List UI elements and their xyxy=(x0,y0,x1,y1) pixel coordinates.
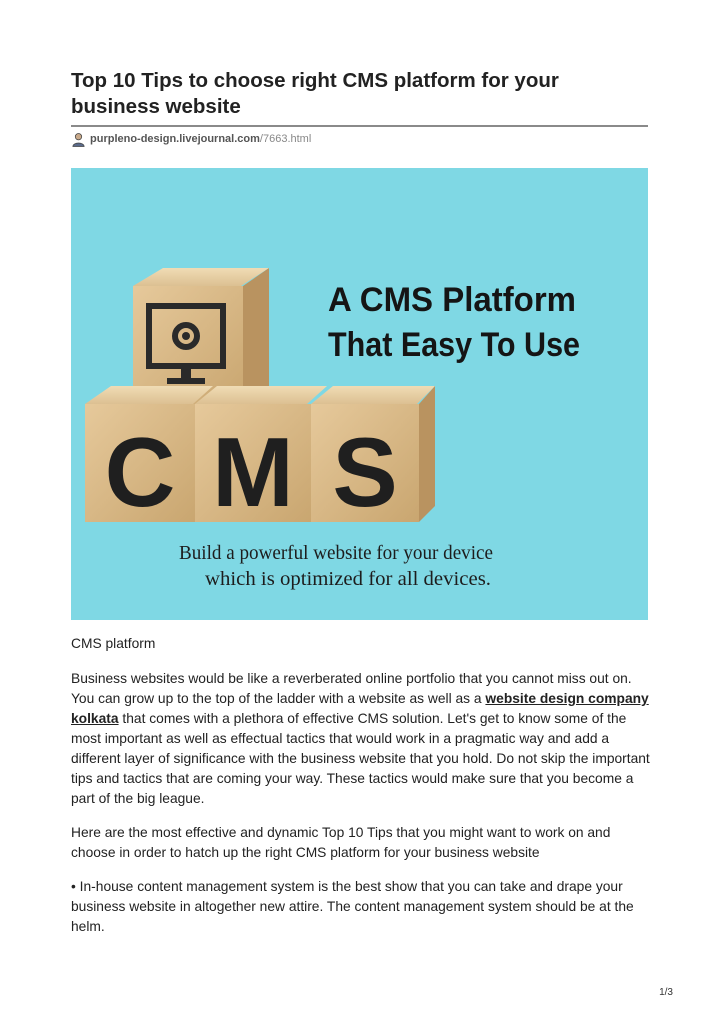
body-paragraph: • In-house content management system is the best show that you can take and drape your business website in altogether new attire. The content management system should be at the helm. xyxy=(71,879,634,934)
hero-headline: A CMS Platform xyxy=(328,281,576,319)
source-path[interactable]: /7663.html xyxy=(259,133,312,145)
page-title: Top 10 Tips to choose right CMS platform for your business website xyxy=(71,69,559,118)
monitor-cube xyxy=(133,268,269,404)
user-avatar-icon xyxy=(71,132,86,147)
website-design-link[interactable]: website design company kolkata xyxy=(71,691,649,726)
image-caption: CMS platform xyxy=(71,636,156,651)
title-divider xyxy=(71,125,648,127)
page-indicator: 1/3 xyxy=(659,987,673,998)
hero-tagline: which is optimized for all devices. xyxy=(205,568,491,590)
hero-headline: That Easy To Use xyxy=(328,326,580,364)
hero-tagline: Build a powerful website for your device xyxy=(179,542,494,564)
hero-image xyxy=(71,168,648,620)
source-domain[interactable]: purpleno-design.livejournal.com xyxy=(90,133,260,145)
block-letter: C xyxy=(104,417,176,527)
hero-illustration xyxy=(71,168,648,620)
block-letter: M xyxy=(212,417,294,527)
block-letter: S xyxy=(332,417,398,527)
paragraph-text: that comes with a plethora of effective CMS solution. Let's get to know some of the most important as well as effectual tactics that would work in a pragmatic way and add a different layer of significance with the business website that you hold. Do not skip the important tips and tactics that are coming your way. These tactics would make sure that you become a part of the big league. xyxy=(71,711,650,806)
source-line[interactable] xyxy=(71,131,311,147)
body-paragraph: Here are the most effective and dynamic Top 10 Tips that you might want to work on and choose in order to hatch up the right CMS platform for your business website xyxy=(71,825,611,860)
body-paragraph xyxy=(71,669,651,809)
paragraph-text: Business websites would be like a reverberated online portfolio that you cannot miss out on. You can grow up to the top of the ladder with a website as well as a xyxy=(71,671,632,706)
